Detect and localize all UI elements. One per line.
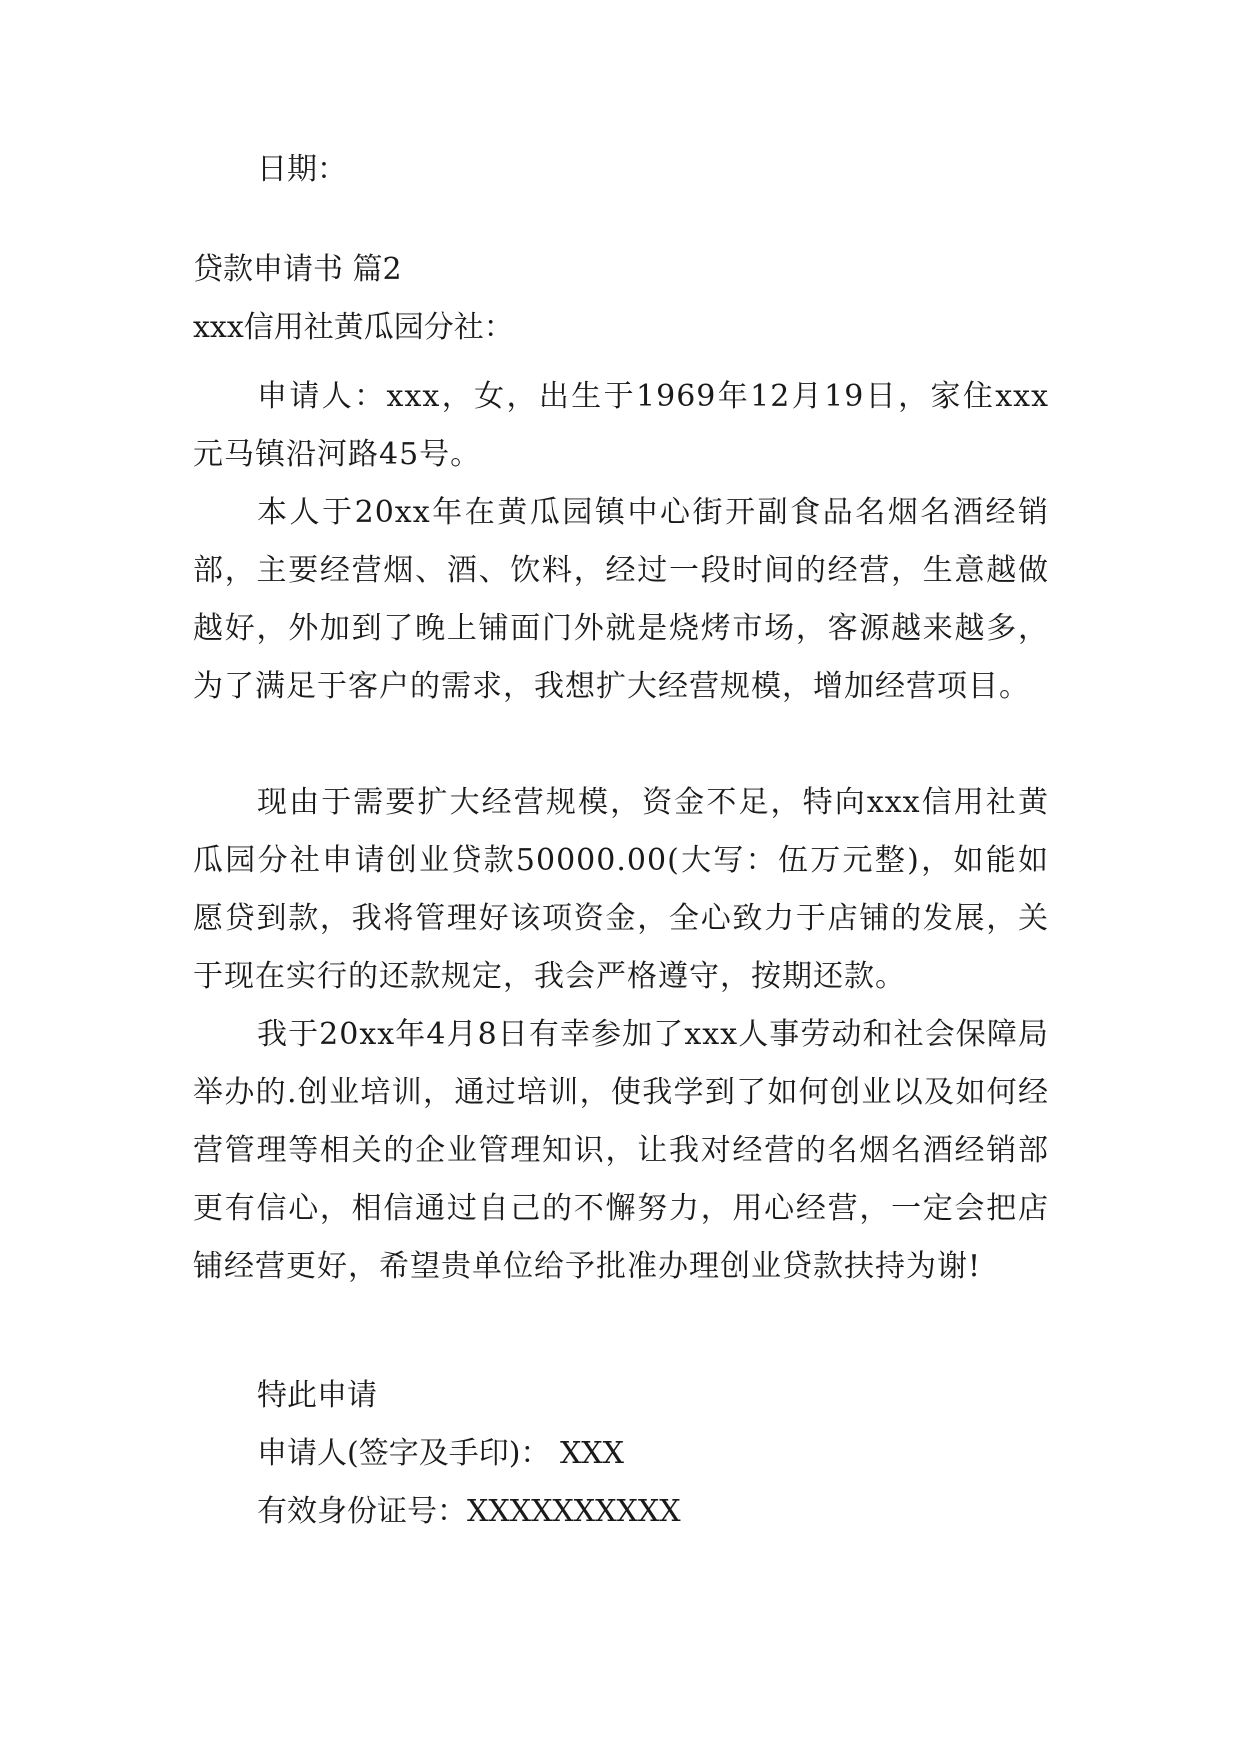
- paragraph-applicant-info: 申请人：xxx，女，出生于1969年12月19日，家住xxx元马镇沿河路45号。: [193, 379, 1049, 472]
- date-label: 日期：: [257, 152, 347, 187]
- closing-text: 特此申请: [257, 1378, 377, 1413]
- paragraph-business-background: 本人于20xx年在黄瓜园镇中心街开副食品名烟名酒经销部，主要经营烟、酒、饮料，经过一段时间的经营，生意越做越好，外加到了晚上铺面门外就是烧烤市场，客源越来越多，为了满足于客户的需求，我想扩大经营规模，增加经营项目。: [193, 495, 1049, 704]
- addressee: xxx信用社黄瓜园分社：: [193, 310, 514, 345]
- paragraph-loan-request: 现由于需要扩大经营规模，资金不足，特向xxx信用社黄瓜园分社申请创业贷款50000.00(大写：伍万元整)，如能如愿贷到款，我将管理好该项资金，全心致力于店铺的发展，关于现在实行的还款规定，我会严格遵守，按期还款。: [193, 785, 1049, 994]
- signature-line: 申请人(签字及手印)： XXX: [257, 1436, 625, 1471]
- section-title: 贷款申请书 篇2: [193, 252, 402, 287]
- paragraph-training: 我于20xx年4月8日有幸参加了xxx人事劳动和社会保障局举办的.创业培训，通过培训，使我学到了如何创业以及如何经营管理等相关的企业管理知识，让我对经营的名烟名酒经销部更有信心，相信通过自己的不懈努力，用心经营，一定会把店铺经营更好，希望贵单位给予批准办理创业贷款扶持为谢!: [193, 1017, 1049, 1284]
- id-number-line: 有效身份证号：XXXXXXXXXX: [257, 1494, 681, 1529]
